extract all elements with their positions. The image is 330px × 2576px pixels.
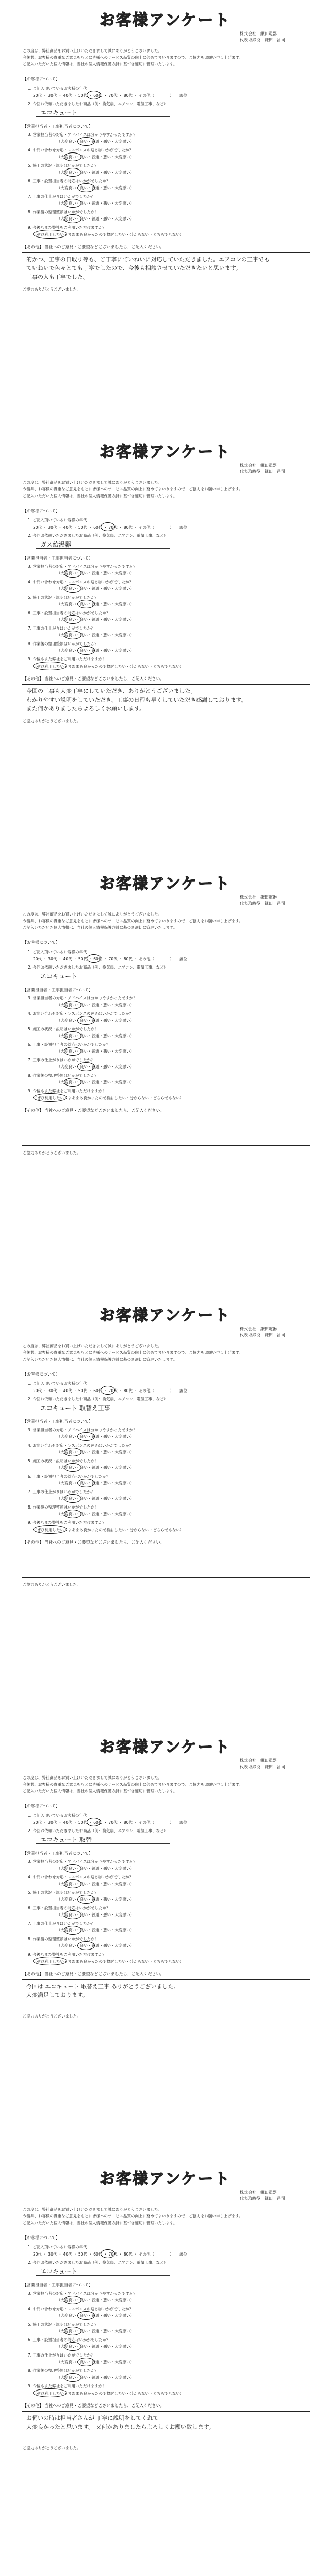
rating-answer-circle (64, 569, 81, 578)
rating-scale: （大変良い・良い・普通・悪い・大変悪い） (57, 648, 134, 653)
intro-line: この度は、弊社商品をお買い上げいただきまして誠にありがとうございました。 (23, 2207, 162, 2212)
company-name: 株式会社 鎌田電器 (240, 1327, 277, 1331)
rating-answer-circle (64, 1047, 81, 1056)
intro-line: この度は、弊社商品をお買い上げいただきまして誠にありがとうございました。 (23, 48, 162, 53)
comment-line: 的かつ、工事の日取り等も、ご丁寧にていねいに対応していただきました。エアコンの工事でも (26, 256, 270, 263)
rating-answer-circle (77, 1062, 95, 1071)
recommend-answer-circle (33, 1957, 67, 1965)
rating-answer-circle (64, 1001, 81, 1009)
rating-answer-circle (64, 2327, 81, 2335)
rating-question: 5. 施工の状況・説明はいかがでしたか？ (28, 1890, 99, 1895)
survey-title: お客様アンケート (99, 1738, 231, 1756)
rating-question: 3. 営業担当者の対応・アドバイスは分かりやすかったですか？ (28, 2291, 137, 2296)
rating-answer-circle (77, 2358, 95, 2366)
survey-title: お客様アンケート (99, 1307, 231, 1325)
company-name: 株式会社 鎌田電器 (240, 463, 277, 468)
intro-line: 今後共、お客様の貴重なご意見をもとに皆様へのサービス品質の向上に努めてまいりますので、ご協力をお願い申し上げます。 (23, 1350, 243, 1355)
rating-scale: （大変良い・良い・普通・悪い・大変悪い） (57, 185, 134, 190)
rating-scale: （大変良い・良い・普通・悪い・大変悪い） (57, 1003, 134, 1007)
section-customer-heading: 【お客様について】 (23, 2235, 60, 2240)
rating-answer-circle (64, 1078, 81, 1087)
comment-line: また何かありましたらよろしくお願いします。 (26, 705, 145, 712)
rating-answer-circle (64, 1448, 81, 1456)
question-product: 2. 今回お依頼いただきましたお商品（例：換気扇、エアコン、電気工事、など） (28, 101, 168, 106)
rating-answer-circle (64, 1864, 81, 1873)
rating-scale: （大変良い・良い・普通・悪い・大変悪い） (57, 586, 134, 591)
rating-answer-circle (64, 199, 81, 208)
intro-line: 今後共、お客様の貴重なご意見をもとに皆様へのサービス品質の向上に努めてまいりますので、ご協力をお願い申し上げます。 (23, 2214, 243, 2218)
rating-answer-circle (64, 615, 81, 624)
age-options: 20代 ・ 30代 ・ 40代 ・ 50代 ・ 60代 ・ 70代 ・ 80代 ・ その他（ ） 歳位 (33, 1820, 187, 1825)
thanks-note: ご協力ありがとうございました。 (23, 719, 81, 723)
rating-answer-circle (64, 168, 81, 177)
survey-title: お客様アンケート (99, 2170, 231, 2188)
rating-question: 6. 工事・設置担当者の対応はいかがでしたか？ (28, 179, 110, 183)
section-sales-heading: 【営業担当者・工事担当者について】 (23, 2283, 93, 2287)
question-age: 1. ご記入頂いているお客様の年代 (28, 1813, 87, 1818)
rating-scale: （大変良い・良い・普通・悪い・大変悪い） (57, 1882, 134, 1886)
intro-text (23, 1343, 311, 1363)
rating-question: 4. お問い合わせ対応・レスポンスの速さはいかがでしたか？ (28, 1443, 134, 1448)
rating-question: 3. 営業担当者の対応・アドバイスは分かりやすかったですか？ (28, 1859, 137, 1864)
age-options: 20代 ・ 30代 ・ 40代 ・ 50代 ・ 60代 ・ 70代 ・ 80代 ・ その他（ ） 歳位 (33, 525, 187, 530)
survey-sheet (0, 863, 330, 1295)
section-sales-heading: 【営業担当者・工事担当者について】 (23, 1419, 93, 1424)
rating-question: 6. 工事・設置担当者の対応はいかがでしたか？ (28, 1474, 110, 1479)
question-age: 1. ご記入頂いているお客様の年代 (28, 950, 87, 954)
section-other-heading: 【その他】 当社へのご意見・ご要望などございましたら、ご記入ください。 (23, 1540, 164, 1545)
survey-sheet (0, 0, 330, 432)
rating-question: 6. 工事・設置担当者の対応はいかがでしたか？ (28, 611, 110, 615)
survey-sheet (0, 1727, 330, 2159)
section-customer-heading: 【お客様について】 (23, 509, 60, 513)
comment-line: ていねいで色々とても丁寧でしたので、今後も相談させていただきたいと思います。 (26, 265, 241, 272)
product-answer: エコキュート 取替え工事 (40, 1404, 110, 1412)
survey-sheet (0, 432, 330, 863)
question-age: 1. ご記入頂いているお客様の年代 (28, 1381, 87, 1386)
survey-title: お客様アンケート (99, 11, 231, 29)
rating-scale: （大変良い・良い・普通・悪い・大変悪い） (57, 1033, 134, 1038)
rating-answer-circle (64, 1494, 81, 1503)
rating-scale: （大変良い・良い・普通・悪い・大変悪い） (57, 2313, 134, 2318)
question-recommend: 9. 今後もまた弊社をご利用いただけますか？ (28, 1089, 107, 1093)
company-block (240, 1758, 285, 1770)
rating-question: 8. 作業後の整理整頓はいかがでしたか？ (28, 1505, 99, 1510)
intro-text (23, 911, 311, 931)
rating-scale: （大変良い・良い・普通・悪い・大変悪い） (57, 1049, 134, 1054)
age-answer-circle (101, 522, 115, 531)
intro-line: ご記入いただいた個人情報は、当社の個人情報保護方針に基づき適切に管理いたします。 (23, 925, 177, 930)
comment-line: お伺いの時は担当者さんが 丁寧に説明をしてくれて (26, 2415, 159, 2421)
company-name: 株式会社 鎌田電器 (240, 895, 277, 900)
section-other-heading: 【その他】 当社へのご意見・ご要望などございましたら、ご記入ください。 (23, 245, 164, 249)
rating-question: 8. 作業後の整理整頓はいかがでしたか？ (28, 1073, 99, 1078)
age-options: 20代 ・ 30代 ・ 40代 ・ 50代 ・ 60代 ・ 70代 ・ 80代 ・ その他（ ） 歳位 (33, 957, 187, 961)
rating-question: 4. お問い合わせ対応・レスポンスの速さはいかがでしたか？ (28, 2307, 134, 2311)
rating-scale: （大変良い・良い・普通・悪い・大変悪い） (57, 1512, 134, 1516)
survey-sheet (0, 1295, 330, 1727)
intro-line: ご記入いただいた個人情報は、当社の個人情報保護方針に基づき適切に管理いたします。 (23, 2221, 177, 2225)
rating-scale: （大変良い・良い・普通・悪い・大変悪い） (57, 1450, 134, 1454)
comment-box (22, 1548, 310, 1578)
representative: 代表取締役 鎌田 昌司 (240, 2196, 285, 2201)
section-customer-heading: 【お客様について】 (23, 77, 60, 81)
company-block (240, 463, 285, 475)
intro-line: 今後共、お客様の貴重なご意見をもとに皆様へのサービス品質の向上に努めてまいりますので、ご協力をお願い申し上げます。 (23, 1782, 243, 1787)
intro-line: 今後共、お客様の貴重なご意見をもとに皆様へのサービス品質の向上に努めてまいりますので、ご協力をお願い申し上げます。 (23, 919, 243, 923)
rating-scale: （大変良い・良い・普通・悪い・大変悪い） (57, 1897, 134, 1902)
representative: 代表取締役 鎌田 昌司 (240, 38, 285, 42)
comment-line: 大変満足しております。 (26, 1992, 89, 1998)
rating-scale: （大変良い・良い・普通・悪い・大変悪い） (57, 571, 134, 575)
question-age: 1. ご記入頂いているお客様の年代 (28, 86, 87, 91)
age-answer-circle (87, 954, 101, 963)
rating-scale: （大変良い・良い・普通・悪い・大変悪い） (57, 2360, 134, 2364)
rating-answer-circle (64, 1910, 81, 1919)
intro-text (23, 1774, 311, 1794)
rating-answer-circle (77, 1941, 95, 1950)
section-other-heading: 【その他】 当社へのご意見・ご要望などございましたら、ご記入ください。 (23, 2403, 164, 2408)
recommend-options: （ぜひ利用したい・まあまあ良かったので検討したい・分からない・どちらでもない） (33, 1096, 184, 1100)
intro-line: 今後共、お客様の貴重なご意見をもとに皆様へのサービス品質の向上に努めてまいりますので、ご協力をお願い申し上げます。 (23, 55, 243, 60)
rating-question: 8. 作業後の整理整頓はいかがでしたか？ (28, 641, 99, 646)
rating-answer-circle (64, 1031, 81, 1040)
rating-question: 4. お問い合わせ対応・レスポンスの速さはいかがでしたか？ (28, 148, 134, 152)
rating-scale: （大変良い・良い・普通・悪い・大変悪い） (57, 1912, 134, 1917)
section-other-heading: 【その他】 当社へのご意見・ご要望などございましたら、ご記入ください。 (23, 1108, 164, 1113)
rating-answer-circle (77, 1895, 95, 1904)
rating-scale: （大変良い・良い・普通・悪い・大変悪い） (57, 2375, 134, 2380)
comment-line: 工事の人も丁寧でした。 (26, 274, 89, 280)
intro-line: ご記入いただいた個人情報は、当社の個人情報保護方針に基づき適切に管理いたします。 (23, 494, 177, 498)
comment-text (26, 255, 270, 281)
rating-scale: （大変良い・良い・普通・悪い・大変悪い） (57, 1866, 134, 1871)
question-product: 2. 今回お依頼いただきましたお商品（例：換気扇、エアコン、電気工事、など） (28, 1828, 168, 1833)
rating-scale: （大変良い・良い・普通・悪い・大変悪い） (57, 617, 134, 622)
rating-scale: （大変良い・良い・普通・悪い・大変悪い） (57, 2344, 134, 2349)
age-answer-circle (87, 1818, 101, 1826)
product-answer: エコキュート (40, 2268, 78, 2275)
section-sales-heading: 【営業担当者・工事担当者について】 (23, 124, 93, 129)
comment-box (22, 1979, 310, 2009)
rating-question: 3. 営業担当者の対応・アドバイスは分かりやすかったですか？ (28, 132, 137, 137)
company-block (240, 31, 285, 43)
rating-scale: （大変良い・良い・普通・悪い・大変悪い） (57, 1018, 134, 1023)
product-answer: エコキュート (40, 973, 78, 980)
rating-answer-circle (64, 1510, 81, 1518)
question-recommend: 9. 今後もまた弊社をご利用いただけますか？ (28, 1952, 107, 1957)
company-name: 株式会社 鎌田電器 (240, 1758, 277, 1763)
rating-question: 5. 施工の状況・説明はいかがでしたか？ (28, 595, 99, 600)
rating-scale: （大変良い・良い・普通・悪い・大変悪い） (57, 216, 134, 221)
rating-question: 7. 工事の仕上がりはいかがでしたか？ (28, 1921, 95, 1926)
section-customer-heading: 【お客様について】 (23, 1804, 60, 1808)
question-age: 1. ご記入頂いているお客様の年代 (28, 518, 87, 522)
section-customer-heading: 【お客様について】 (23, 1372, 60, 1377)
product-answer: ガス給湯器 (40, 541, 72, 548)
recommend-answer-circle (33, 1093, 67, 1102)
recommend-answer-circle (33, 2388, 67, 2397)
rating-scale: （大変良い・良い・普通・悪い・大変悪い） (57, 633, 134, 637)
rating-scale: （大変良い・良い・普通・悪い・大変悪い） (57, 1434, 134, 1439)
rating-question: 4. お問い合わせ対応・レスポンスの速さはいかがでしたか？ (28, 1875, 134, 1879)
rating-question: 8. 作業後の整理整頓はいかがでしたか？ (28, 210, 99, 214)
rating-question: 3. 営業担当者の対応・アドバイスは分かりやすかったですか？ (28, 996, 137, 1001)
question-product: 2. 今回お依頼いただきましたお商品（例：換気扇、エアコン、電気工事、など） (28, 1397, 168, 1401)
rating-scale: （大変良い・良い・普通・悪い・大変悪い） (57, 201, 134, 206)
company-block (240, 2190, 285, 2202)
rating-answer-circle (64, 2342, 81, 2351)
representative: 代表取締役 鎌田 昌司 (240, 1765, 285, 1769)
age-options: 20代 ・ 30代 ・ 40代 ・ 50代 ・ 60代 ・ 70代 ・ 80代 ・ その他（ ） 歳位 (33, 2252, 187, 2257)
intro-line: この度は、弊社商品をお買い上げいただきまして誠にありがとうございました。 (23, 1775, 162, 1780)
question-recommend: 9. 今後もまた弊社をご利用いただけますか？ (28, 2384, 107, 2388)
age-answer-circle (101, 1386, 115, 1395)
company-block (240, 894, 285, 907)
rating-scale: （大変良い・良い・普通・悪い・大変悪い） (57, 1928, 134, 1933)
rating-answer-circle (77, 1479, 95, 1487)
recommend-options: （ぜひ利用したい・まあまあ良かったので検討したい・分からない・どちらでもない） (33, 2391, 184, 2396)
section-sales-heading: 【営業担当者・工事担当者について】 (23, 988, 93, 992)
rating-answer-circle (64, 1926, 81, 1935)
rating-question: 4. お問い合わせ対応・レスポンスの速さはいかがでしたか？ (28, 580, 134, 584)
rating-scale: （大変良い・良い・普通・悪い・大変悪い） (57, 139, 134, 144)
company-block (240, 1326, 285, 1338)
comment-box (22, 1116, 310, 1146)
question-product: 2. 今回お依頼いただきましたお商品（例：換気扇、エアコン、電気工事、など） (28, 2260, 168, 2265)
rating-scale: （大変良い・良い・普通・悪い・大変悪い） (57, 1064, 134, 1069)
comment-line: 大変良かったと思います。 又何かありましたらよろしくお願い致します。 (26, 2424, 214, 2430)
age-options: 20代 ・ 30代 ・ 40代 ・ 50代 ・ 60代 ・ 70代 ・ 80代 ・ その他（ ） 歳位 (33, 1388, 187, 1393)
representative: 代表取締役 鎌田 昌司 (240, 469, 285, 474)
rating-question: 7. 工事の仕上がりはいかがでしたか？ (28, 1489, 95, 1494)
rating-question: 6. 工事・設置担当者の対応はいかがでしたか？ (28, 2337, 110, 2342)
rating-answer-circle (64, 2296, 81, 2304)
representative: 代表取締役 鎌田 昌司 (240, 1333, 285, 1337)
rating-answer-circle (64, 152, 81, 161)
rating-question: 7. 工事の仕上がりはいかがでしたか？ (28, 1058, 95, 1062)
comment-box (22, 684, 310, 714)
rating-answer-circle (64, 214, 81, 223)
thanks-note: ご協力ありがとうございました。 (23, 1150, 81, 1155)
rating-answer-circle (77, 183, 95, 192)
rating-answer-circle (77, 600, 95, 608)
question-product: 2. 今回お依頼いただきましたお商品（例：換気扇、エアコン、電気工事、など） (28, 965, 168, 970)
recommend-options: （ぜひ利用したい・まあまあ良かったので検討したい・分からない・どちらでもない） (33, 664, 184, 669)
intro-line: この度は、弊社商品をお買い上げいただきまして誠にありがとうございました。 (23, 1344, 162, 1348)
rating-question: 6. 工事・設置担当者の対応はいかがでしたか？ (28, 1042, 110, 1047)
thanks-note: ご協力ありがとうございました。 (23, 2014, 81, 2019)
section-sales-heading: 【営業担当者・工事担当者について】 (23, 1851, 93, 1856)
comment-line: 今回の工事も大変丁寧にしていただき、ありがとうございました。 (26, 688, 196, 694)
age-answer-circle (101, 2249, 115, 2258)
rating-scale: （大変良い・良い・普通・悪い・大変悪い） (57, 1080, 134, 1084)
rating-scale: （大変良い・良い・普通・悪い・大変悪い） (57, 2298, 134, 2302)
survey-sheet (0, 2159, 330, 2576)
rating-answer-circle (77, 2311, 95, 2320)
rating-question: 5. 施工の状況・説明はいかがでしたか？ (28, 2322, 99, 2327)
rating-question: 7. 工事の仕上がりはいかがでしたか？ (28, 2353, 95, 2358)
recommend-options: （ぜひ利用したい・まあまあ良かったので検討したい・分からない・どちらでもない） (33, 1528, 184, 1532)
rating-answer-circle (64, 584, 81, 593)
rating-question: 5. 施工の状況・説明はいかがでしたか？ (28, 1027, 99, 1031)
rating-question: 7. 工事の仕上がりはいかがでしたか？ (28, 626, 95, 631)
age-options: 20代 ・ 30代 ・ 40代 ・ 50代 ・ 60代 ・ 70代 ・ 80代 ・ その他（ ） 歳位 (33, 93, 187, 98)
rating-question: 5. 施工の状況・説明はいかがでしたか？ (28, 1459, 99, 1463)
company-name: 株式会社 鎌田電器 (240, 2190, 277, 2195)
rating-answer-circle (77, 646, 95, 655)
recommend-answer-circle (33, 230, 67, 239)
question-recommend: 9. 今後もまた弊社をご利用いただけますか？ (28, 657, 107, 662)
intro-line: ご記入いただいた個人情報は、当社の個人情報保護方針に基づき適切に管理いたします。 (23, 62, 177, 66)
rating-answer-circle (64, 1463, 81, 1472)
rating-answer-circle (77, 137, 95, 146)
intro-text (23, 2206, 311, 2226)
rating-question: 3. 営業担当者の対応・アドバイスは分かりやすかったですか？ (28, 564, 137, 569)
question-age: 1. ご記入頂いているお客様の年代 (28, 2245, 87, 2249)
rating-question: 8. 作業後の整理整頓はいかがでしたか？ (28, 1937, 99, 1941)
rating-scale: （大変良い・良い・普通・悪い・大変悪い） (57, 1496, 134, 1501)
rating-answer-circle (77, 1016, 95, 1025)
question-product: 2. 今回お依頼いただきましたお商品（例：換気扇、エアコン、電気工事、など） (28, 533, 168, 538)
recommend-answer-circle (33, 1525, 67, 1534)
section-other-heading: 【その他】 当社へのご意見・ご要望などございましたら、ご記入ください。 (23, 1972, 164, 1976)
question-recommend: 9. 今後もまた弊社をご利用いただけますか？ (28, 225, 107, 230)
rating-scale: （大変良い・良い・普通・悪い・大変悪い） (57, 1943, 134, 1948)
section-sales-heading: 【営業担当者・工事担当者について】 (23, 556, 93, 561)
intro-line: この度は、弊社商品をお買い上げいただきまして誠にありがとうございました。 (23, 480, 162, 485)
representative: 代表取締役 鎌田 昌司 (240, 901, 285, 906)
rating-scale: （大変良い・良い・普通・悪い・大変悪い） (57, 170, 134, 175)
intro-text (23, 479, 311, 499)
comment-box (22, 2411, 310, 2441)
section-other-heading: 【その他】 当社へのご意見・ご要望などございましたら、ご記入ください。 (23, 676, 164, 681)
comment-line: 今回は エコキュート 取替え工事 ありがとうございました。 (26, 1983, 179, 1990)
thanks-note: ご協力ありがとうございました。 (23, 2446, 81, 2450)
rating-answer-circle (64, 631, 81, 639)
product-answer: エコキュート (40, 109, 78, 116)
rating-scale: （大変良い・良い・普通・悪い・大変悪い） (57, 2329, 134, 2333)
thanks-note: ご協力ありがとうございました。 (23, 287, 81, 292)
rating-question: 7. 工事の仕上がりはいかがでしたか？ (28, 194, 95, 199)
rating-question: 6. 工事・設置担当者の対応はいかがでしたか？ (28, 1906, 110, 1910)
rating-answer-circle (64, 2373, 81, 2382)
comment-box (22, 252, 310, 282)
intro-line: 今後共、お客様の貴重なご意見をもとに皆様へのサービス品質の向上に努めてまいりますので、ご協力をお願い申し上げます。 (23, 487, 243, 492)
rating-question: 8. 作業後の整理整頓はいかがでしたか？ (28, 2368, 99, 2373)
intro-line: ご記入いただいた個人情報は、当社の個人情報保護方針に基づき適切に管理いたします。 (23, 1357, 177, 1362)
rating-question: 3. 営業担当者の対応・アドバイスは分かりやすかったですか？ (28, 1428, 137, 1432)
recommend-options: （ぜひ利用したい・まあまあ良かったので検討したい・分からない・どちらでもない） (33, 1959, 184, 1964)
comment-line: わかりやすい説明をしていただき、工事の日程も早くしていただき感謝しております。 (26, 697, 247, 703)
section-customer-heading: 【お客様について】 (23, 940, 60, 945)
age-answer-circle (87, 91, 101, 99)
rating-scale: （大変良い・良い・普通・悪い・大変悪い） (57, 155, 134, 159)
rating-scale: （大変良い・良い・普通・悪い・大変悪い） (57, 1481, 134, 1485)
survey-title: お客様アンケート (99, 875, 231, 893)
product-answer: エコキュート 取替 (40, 1836, 92, 1843)
rating-scale: （大変良い・良い・普通・悪い・大変悪い） (57, 1465, 134, 1470)
intro-line: ご記入いただいた個人情報は、当社の個人情報保護方針に基づき適切に管理いたします。 (23, 1789, 177, 1793)
company-name: 株式会社 鎌田電器 (240, 31, 277, 36)
comment-text (26, 1982, 179, 1999)
thanks-note: ご協力ありがとうございました。 (23, 1582, 81, 1587)
comment-text (26, 2414, 214, 2431)
survey-title: お客様アンケート (99, 443, 231, 461)
intro-line: この度は、弊社商品をお買い上げいただきまして誠にありがとうございました。 (23, 912, 162, 917)
intro-text (23, 47, 311, 67)
rating-answer-circle (64, 1879, 81, 1888)
question-recommend: 9. 今後もまた弊社をご利用いただけますか？ (28, 1520, 107, 1525)
rating-question: 4. お問い合わせ対応・レスポンスの速さはいかがでしたか？ (28, 1011, 134, 1016)
recommend-options: （ぜひ利用したい・まあまあ良かったので検討したい・分からない・どちらでもない） (33, 232, 184, 237)
rating-answer-circle (77, 1432, 95, 1441)
recommend-answer-circle (33, 662, 67, 670)
rating-scale: （大変良い・良い・普通・悪い・大変悪い） (57, 602, 134, 606)
rating-question: 5. 施工の状況・説明はいかがでしたか？ (28, 163, 99, 168)
comment-text (26, 687, 247, 713)
